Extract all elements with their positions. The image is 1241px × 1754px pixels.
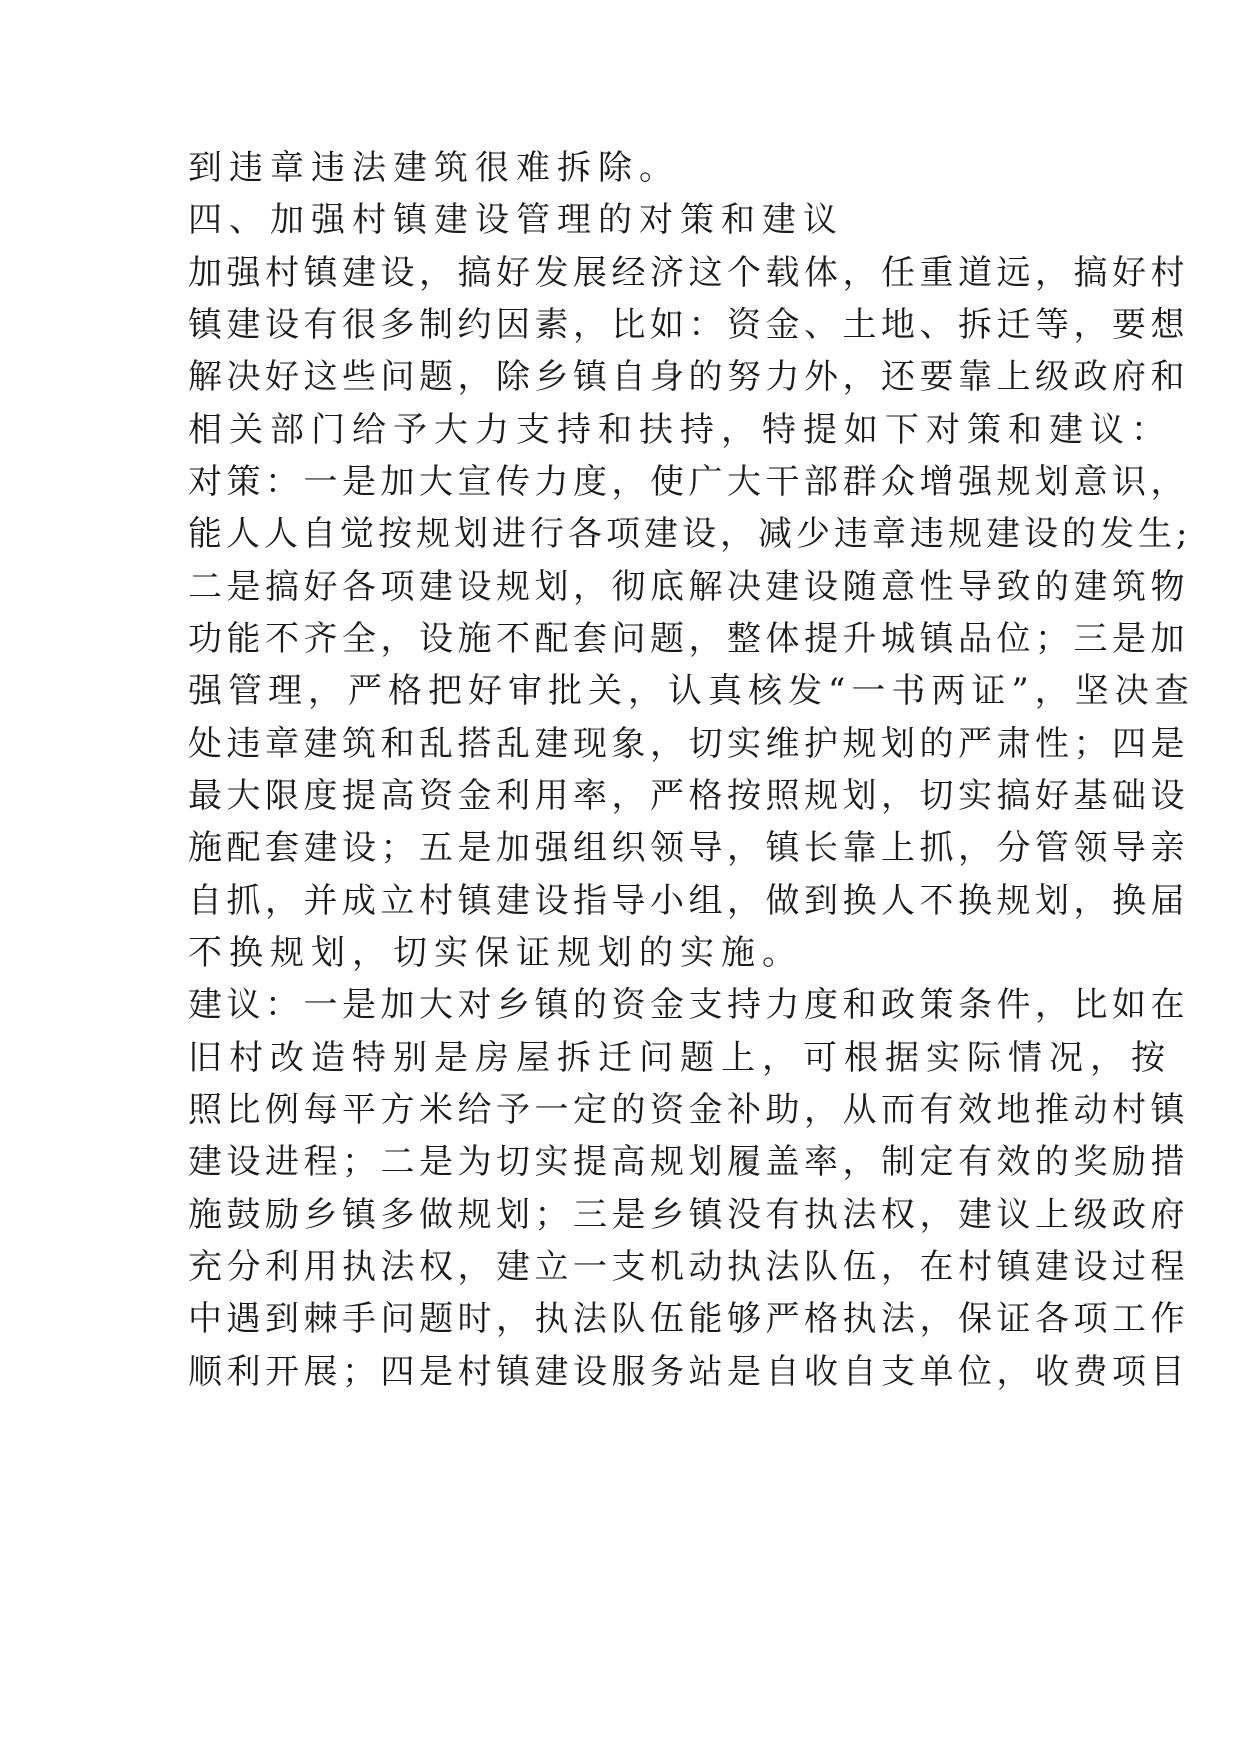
text-line: 二是搞好各项建设规划，彻底解决建设随意性导致的建筑物 (188, 567, 1189, 607)
section-heading: 四、加强村镇建设管理的对策和建议 (188, 200, 844, 240)
text-line: 顺利开展；四是村镇建设服务站是自收自支单位，收费项目 (188, 1352, 1189, 1392)
text-line: 相关部门给予大力支持和扶持，特提如下对策和建议： (188, 410, 1172, 450)
text-line: 对策：一是加大宣传力度，使广大干部群众增强规划意识， (188, 462, 1189, 502)
text-line: 中遇到棘手问题时，执法队伍能够严格执法，保证各项工作 (188, 1299, 1189, 1339)
text-line: 加强村镇建设，搞好发展经济这个载体，任重道远，搞好村 (188, 253, 1189, 293)
text-line: 充分利用执法权，建立一支机动执法队伍，在村镇建设过程 (188, 1247, 1189, 1287)
text-line: 功能不齐全，设施不配套问题，整体提升城镇品位；三是加 (188, 619, 1189, 659)
text-line: 施配套建设；五是加强组织领导，镇长靠上抓，分管领导亲 (188, 828, 1189, 868)
text-line: 最大限度提高资金利用率，严格按照规划，切实搞好基础设 (188, 776, 1189, 816)
text-line: 旧村改造特别是房屋拆迁问题上，可根据实际情况，按 (188, 1038, 1172, 1078)
text-line: 施鼓励乡镇多做规划；三是乡镇没有执法权，建议上级政府 (188, 1195, 1189, 1235)
text-line: 自抓，并成立村镇建设指导小组，做到换人不换规划，换届 (188, 881, 1189, 921)
text-line: 解决好这些问题，除乡镇自身的努力外，还要靠上级政府和 (188, 357, 1189, 397)
text-line: 镇建设有很多制约因素，比如：资金、土地、拆迁等，要想 (188, 305, 1189, 345)
text-line: 强管理，严格把好审批关，认真核发“一书两证”，坚决查 (188, 671, 1195, 711)
text-line: 建设进程；二是为切实提高规划履盖率，制定有效的奖励措 (188, 1142, 1189, 1182)
text-line: 建议：一是加大对乡镇的资金支持力度和政策条件，比如在 (188, 985, 1189, 1025)
text-line: 处违章建筑和乱搭乱建现象，切实维护规划的严肃性；四是 (188, 724, 1189, 764)
text-line: 照比例每平方米给予一定的资金补助，从而有效地推动村镇 (188, 1090, 1189, 1130)
text-line: 能人人自觉按规划进行各项建设，减少违章违规建设的发生; (188, 514, 1192, 554)
text-line: 到违章违法建筑很难拆除。 (188, 148, 680, 188)
text-line: 不换规划，切实保证规划的实施。 (188, 933, 803, 973)
